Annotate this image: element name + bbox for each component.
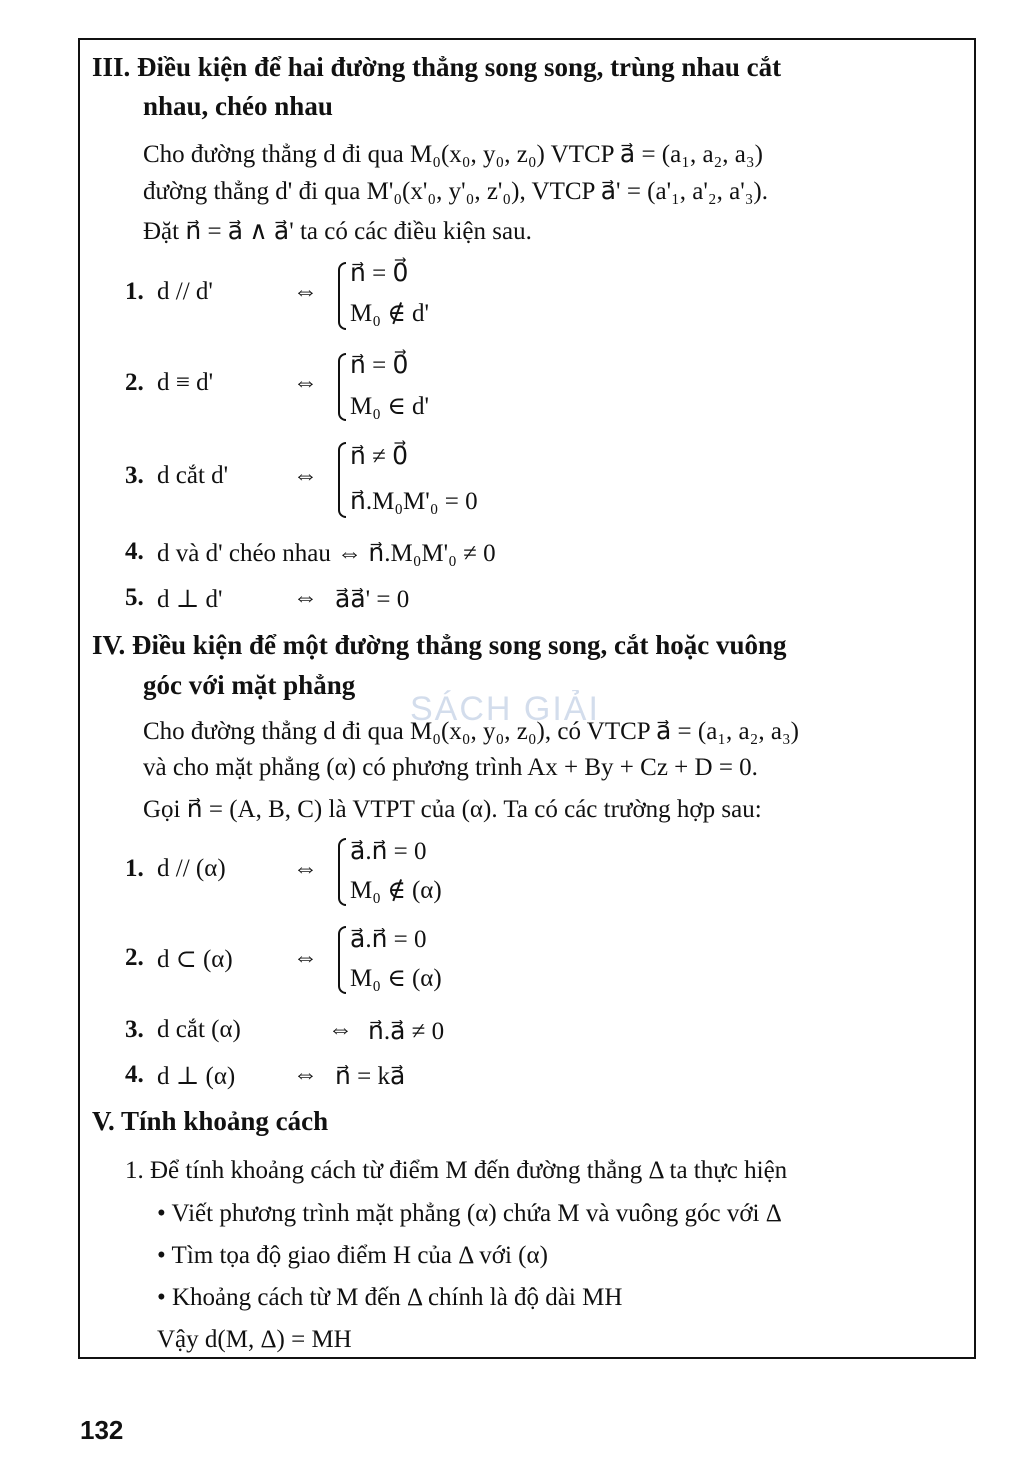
iii-item5-label: d ⊥ d' [157, 586, 223, 613]
iv-item4-equivalence: ⇔ [293, 1061, 318, 1088]
iv-item4-expression: n⃗ = ka⃗ [335, 1063, 406, 1090]
iv-item4-label: d ⊥ (α) [157, 1063, 236, 1090]
iii-item1-condition2: M₀ ∉ d' [350, 300, 429, 327]
iv-item3-number: 3. [125, 1016, 144, 1043]
iii-item3-label: d cắt d' [157, 462, 229, 489]
watermark: SÁCH GIẢI [410, 690, 600, 728]
iv-item2-label: d ⊂ (α) [157, 946, 233, 973]
section-v-conclusion: Vậy d(M, Δ) = MH [157, 1326, 352, 1353]
section-iv-intro-3: Gọi n⃗ = (A, B, C) là VTPT của (α). Ta có các trường hợp sau: [143, 796, 762, 823]
iii-item3-number: 3. [125, 462, 144, 489]
iv-item3-label: d cắt (α) [157, 1016, 241, 1043]
iii-item4-number: 4. [125, 538, 144, 565]
iv-item2-number: 2. [125, 944, 144, 971]
iii-item3-equivalence: ⇔ [293, 462, 318, 489]
iv-item3-expression: n⃗.a⃗ ≠ 0 [368, 1018, 445, 1045]
iv-item2-brace [338, 926, 346, 994]
section-iv-intro-2: và cho mặt phẳng (α) có phương trình Ax + By + Cz + D = 0. [143, 754, 758, 781]
iv-item3-equivalence: ⇔ [328, 1016, 353, 1043]
iii-item2-condition2: M₀ ∈ d' [350, 393, 429, 420]
iii-item3-brace [338, 442, 346, 518]
iv-item1-condition2: M₀ ∉ (α) [350, 877, 442, 904]
iii-item3-condition2: n⃗.M₀M'₀ = 0 [350, 488, 478, 515]
iv-item1-label: d // (α) [157, 855, 226, 882]
iii-item2-brace [338, 353, 346, 421]
iii-item2-label: d ≡ d' [157, 369, 214, 396]
iv-item2-condition2: M₀ ∈ (α) [350, 965, 442, 992]
section-v-bullet-2: • Tìm tọa độ giao điểm H của Δ với (α) [157, 1242, 548, 1269]
iii-item4-text: d và d' chéo nhau ⇔ n⃗.M₀M'₀ ≠ 0 [157, 540, 496, 567]
iii-item1-number: 1. [125, 278, 144, 305]
section-iii-title-line2: nhau, chéo nhau [143, 91, 333, 121]
section-iii-intro-1: Cho đường thẳng d đi qua M₀(x₀, y₀, z₀) VTCP a⃗ = (a₁, a₂, a₃) [143, 141, 763, 168]
iv-item2-equivalence: ⇔ [293, 944, 318, 971]
page-number: 132 [80, 1415, 124, 1445]
iv-item1-equivalence: ⇔ [293, 855, 318, 882]
iv-item1-brace [338, 838, 346, 906]
iii-item5-equivalence: ⇔ [293, 584, 318, 611]
iii-item5-expression: a⃗a⃗' = 0 [335, 586, 410, 613]
section-v-bullet-1: • Viết phương trình mặt phẳng (α) chứa M và vuông góc với Δ [157, 1200, 782, 1227]
section-iii-intro-2: đường thẳng d' đi qua M'₀(x'₀, y'₀, z'₀), VTCP a⃗' = (a'₁, a'₂, a'₃). [143, 178, 769, 205]
section-v-title: V. Tính khoảng cách [92, 1106, 329, 1136]
iii-item2-condition1: n⃗ = 0⃗ [350, 352, 409, 379]
section-iv-title-line1: IV. Điều kiện để một đường thẳng song song, cắt hoặc vuông [92, 630, 787, 660]
section-iv-intro-1: Cho đường thẳng d đi qua M₀(x₀, y₀, z₀), có VTCP a⃗ = (a₁, a₂, a₃) [143, 718, 799, 745]
iv-item1-condition1: a⃗.n⃗ = 0 [350, 838, 427, 865]
iii-item2-equivalence: ⇔ [293, 369, 318, 396]
section-v-bullet-3: • Khoảng cách từ M đến Δ chính là độ dài MH [157, 1284, 623, 1311]
iii-item1-label: d // d' [157, 278, 213, 305]
iii-item1-brace [338, 262, 346, 330]
section-v-item1: 1. Để tính khoảng cách từ điểm M đến đường thẳng Δ ta thực hiện [125, 1157, 788, 1184]
iii-item2-number: 2. [125, 369, 144, 396]
section-iii-title-line1: III. Điều kiện để hai đường thẳng song song, trùng nhau cắt [92, 52, 782, 82]
section-iv-title-line2: góc với mặt phẳng [143, 670, 356, 700]
iv-item4-number: 4. [125, 1061, 144, 1088]
iii-item3-condition1: n⃗ ≠ 0⃗ [350, 443, 408, 470]
iv-item1-number: 1. [125, 855, 144, 882]
section-iii-intro-3: Đặt n⃗ = a⃗ ∧ a⃗' ta có các điều kiện sau. [143, 218, 532, 245]
iii-item5-number: 5. [125, 584, 144, 611]
iii-item1-equivalence: ⇔ [293, 278, 318, 305]
iii-item1-condition1: n⃗ = 0⃗ [350, 260, 409, 287]
iv-item2-condition1: a⃗.n⃗ = 0 [350, 926, 427, 953]
